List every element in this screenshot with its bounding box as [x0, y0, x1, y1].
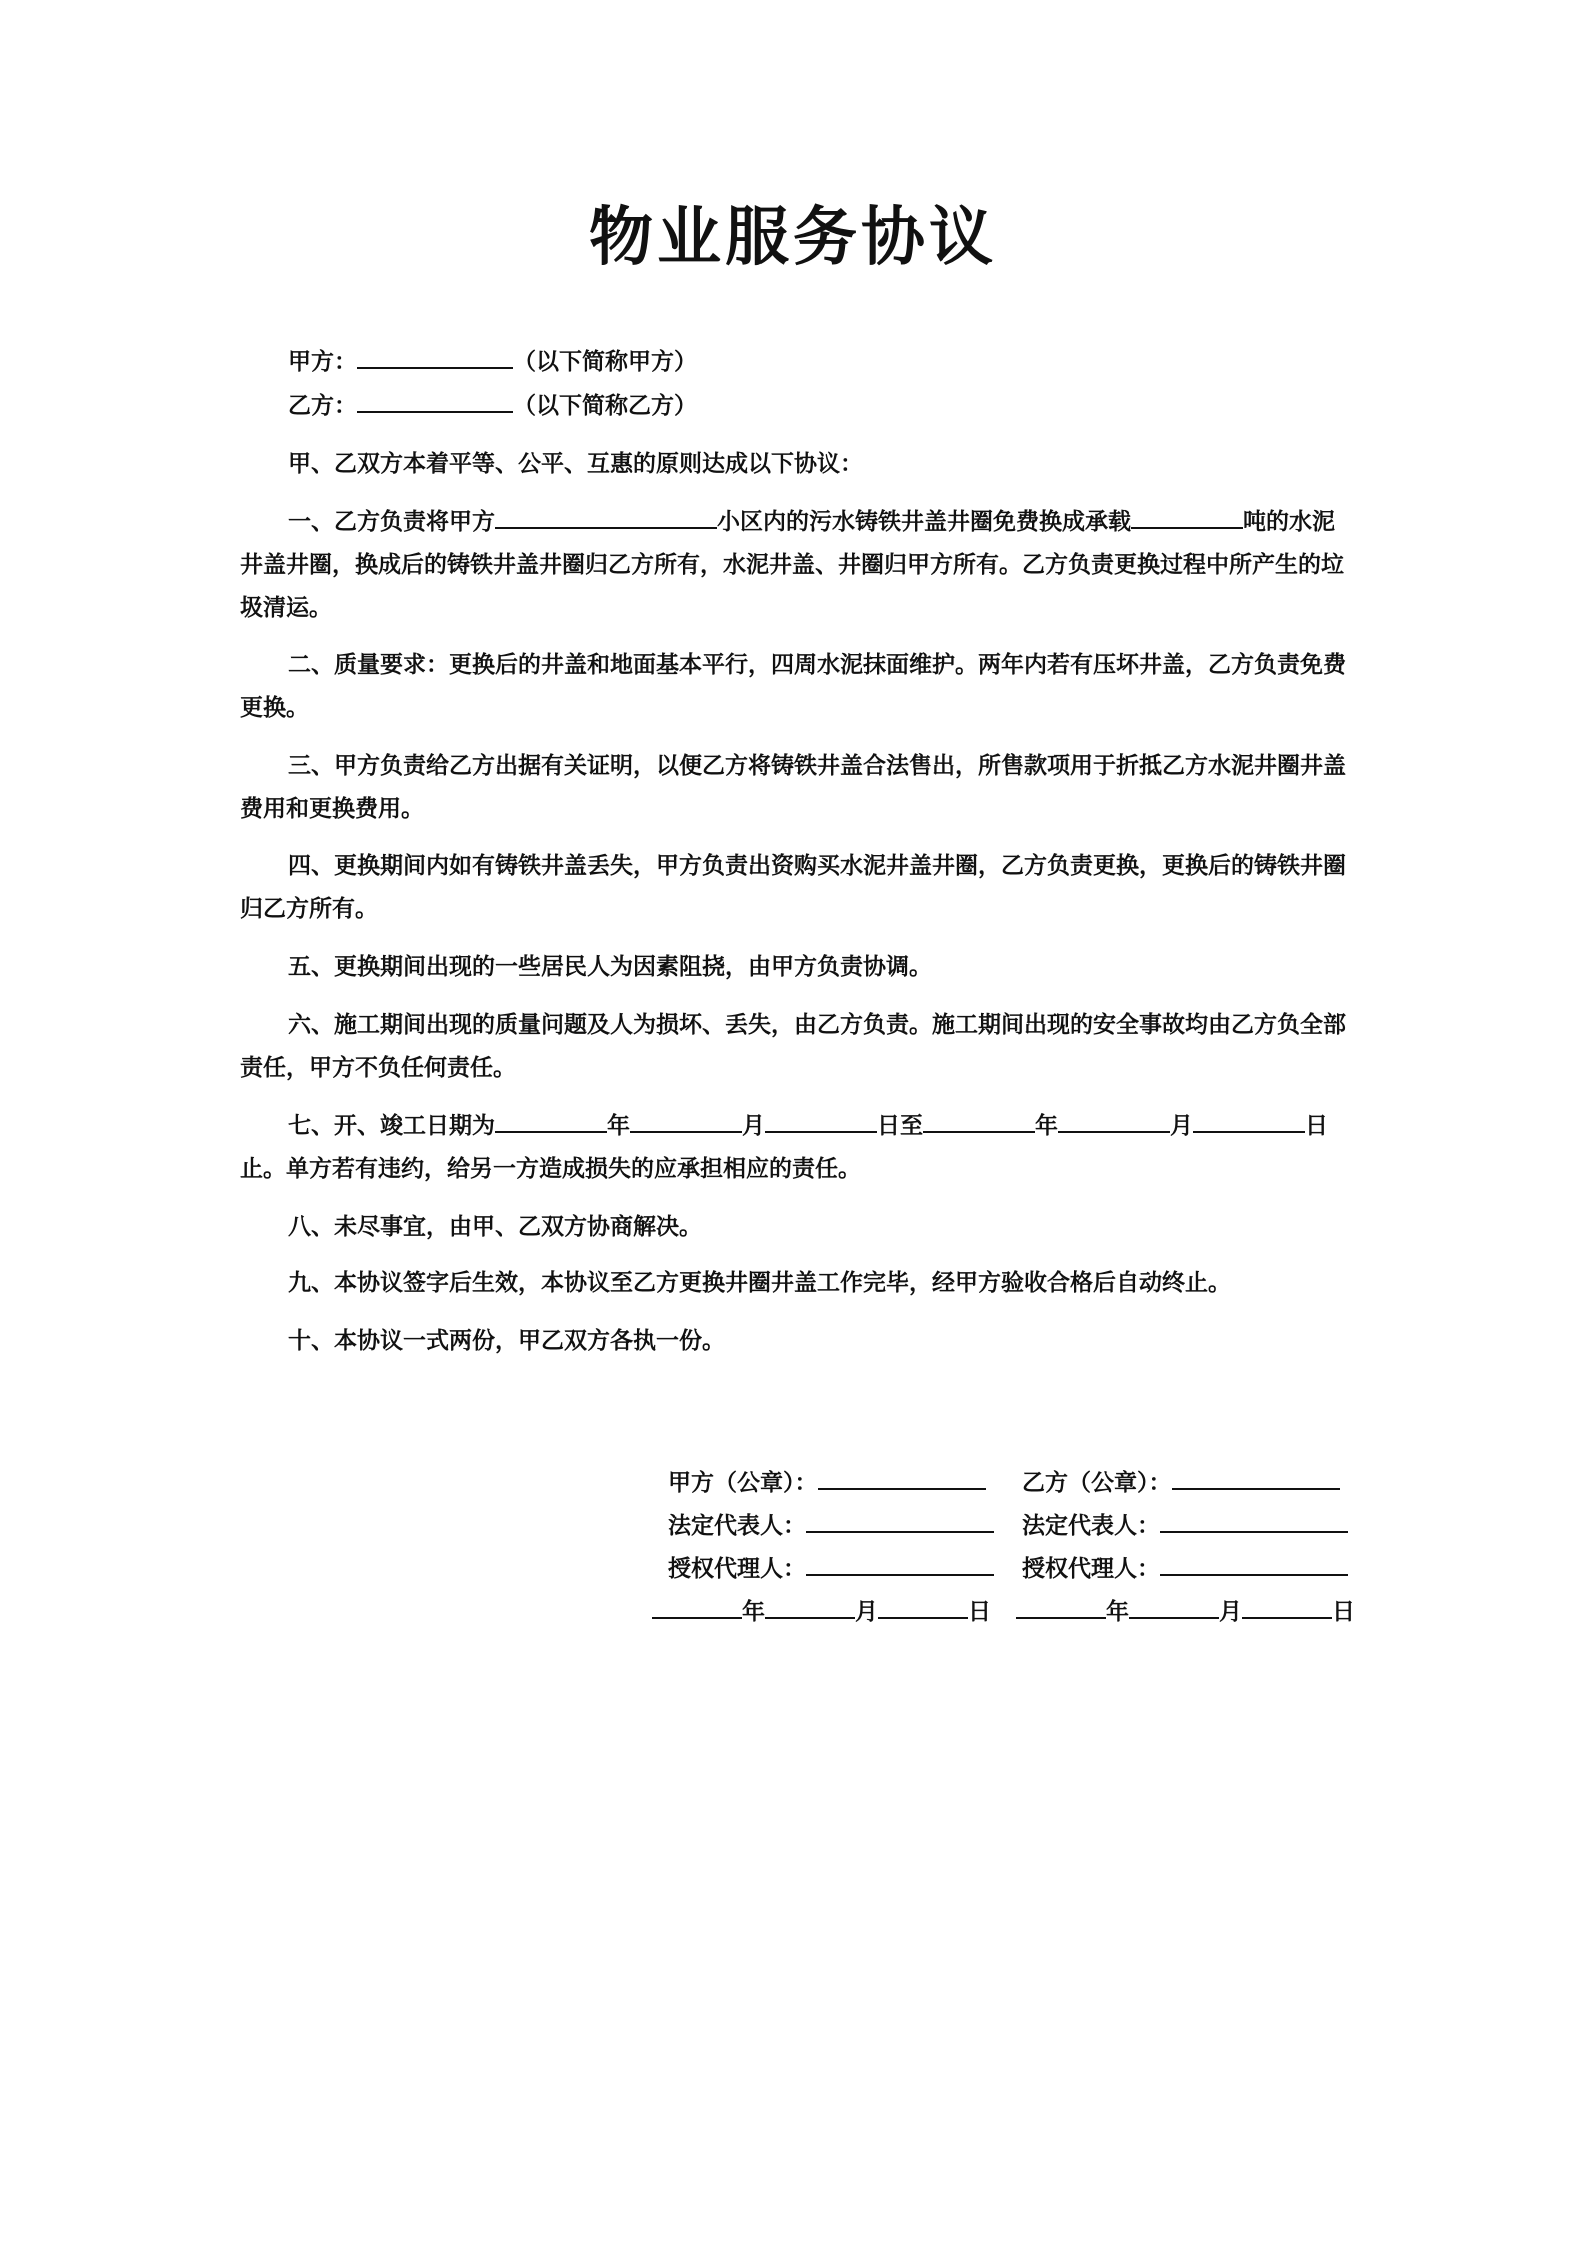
- party-b-agent-label: 授权代理人：: [1022, 1556, 1160, 1582]
- party-a-date-row: [652, 1591, 991, 1634]
- community-name-blank: [495, 501, 717, 529]
- party-b-agent-row: [1022, 1548, 1348, 1591]
- party-a-day-blank: [878, 1591, 968, 1619]
- party-b-day-blank: [1242, 1591, 1332, 1619]
- clause-7-part-a: 七、开、竣工日期为: [288, 1113, 495, 1139]
- party-b-note: （以下简称乙方）: [513, 393, 697, 419]
- clause-1-part-c: 吨的水泥井盖井圈，换成后的铸铁井盖井圈归乙方所有，水泥井盖、井圈归甲方所有。乙方负责更换过程中所产生的垃圾清运。: [240, 509, 1344, 621]
- party-a-day-label: 日: [968, 1599, 991, 1625]
- clause-4: 四、更换期间内如有铸铁井盖丢失，甲方负责出资购买水泥井盖井圈，乙方负责更换，更换后的铸铁井圈归乙方所有。: [240, 853, 1346, 922]
- party-a-legal-rep-label: 法定代表人：: [668, 1513, 806, 1539]
- party-b-seal-blank: [1172, 1462, 1340, 1490]
- party-b-month-blank: [1129, 1591, 1219, 1619]
- clause-1-part-b: 小区内的污水铸铁井盖井圈免费换成承载: [717, 509, 1131, 535]
- end-month-blank: [1058, 1105, 1170, 1133]
- clause-6: 六、施工期间出现的质量问题及人为损坏、丢失，由乙方负责。施工期间出现的安全事故均由乙方负全部责任，甲方不负任何责任。: [240, 1012, 1346, 1081]
- start-day-blank: [765, 1105, 877, 1133]
- party-a-label: 甲方：: [288, 349, 357, 375]
- clause-1-part-a: 一、乙方负责将甲方: [288, 509, 495, 535]
- start-month-blank: [630, 1105, 742, 1133]
- clause-5: 五、更换期间出现的一些居民人为因素阻挠，由甲方负责协调。: [288, 954, 932, 980]
- party-a-year-blank: [652, 1591, 742, 1619]
- end-year-blank: [923, 1105, 1035, 1133]
- intro-text: 甲、乙双方本着平等、公平、互惠的原则达成以下协议：: [288, 451, 863, 477]
- clause-9: 九、本协议签字后生效，本协议至乙方更换井圈井盖工作完毕，经甲方验收合格后自动终止。: [288, 1270, 1231, 1296]
- party-a-agent-row: [668, 1548, 994, 1591]
- end-month-label: 月: [1170, 1113, 1193, 1139]
- party-b-line: [288, 385, 1396, 428]
- load-tons-blank: [1131, 501, 1243, 529]
- party-a-seal-row: [668, 1462, 986, 1505]
- party-a-seal-label: 甲方（公章）：: [668, 1470, 818, 1496]
- end-year-label: 年: [1035, 1113, 1058, 1139]
- party-b-legal-rep-row: [1022, 1505, 1348, 1548]
- party-b-month-label: 月: [1219, 1599, 1242, 1625]
- party-b-seal-row: [1022, 1462, 1340, 1505]
- party-b-label: 乙方：: [288, 393, 357, 419]
- party-b-blank: [357, 385, 513, 413]
- party-b-date-row: [1016, 1591, 1355, 1634]
- document-title: 物业服务协议: [589, 201, 997, 275]
- party-b-legal-rep-label: 法定代表人：: [1022, 1513, 1160, 1539]
- end-day-blank: [1193, 1105, 1305, 1133]
- party-a-note: （以下简称甲方）: [513, 349, 697, 375]
- end-day-label: 日: [1305, 1113, 1328, 1139]
- clause-8: 八、未尽事宜，由甲、乙双方协商解决。: [288, 1214, 702, 1240]
- clause-10: 十、本协议一式两份，甲乙双方各执一份。: [288, 1328, 725, 1354]
- clause-7-part-b: 止。单方若有违约，给另一方造成损失的应承担相应的责任。: [240, 1156, 861, 1182]
- party-a-month-blank: [765, 1591, 855, 1619]
- clause-3: 三、甲方负责给乙方出据有关证明，以便乙方将铸铁井盖合法售出，所售款项用于折抵乙方水泥井圈井盖费用和更换费用。: [240, 753, 1346, 822]
- start-month-label: 月: [742, 1113, 765, 1139]
- party-a-agent-label: 授权代理人：: [668, 1556, 806, 1582]
- clause-2: 二、质量要求：更换后的井盖和地面基本平行，四周水泥抹面维护。两年内若有压坏井盖，乙方负责免费更换。: [240, 652, 1346, 721]
- party-a-month-label: 月: [855, 1599, 878, 1625]
- party-a-legal-rep-blank: [806, 1505, 994, 1533]
- party-a-legal-rep-row: [668, 1505, 994, 1548]
- party-a-seal-blank: [818, 1462, 986, 1490]
- clause-7: [240, 1105, 1348, 1191]
- start-year-label: 年: [607, 1113, 630, 1139]
- party-a-line: [288, 341, 1396, 384]
- party-b-seal-label: 乙方（公章）：: [1022, 1470, 1172, 1496]
- party-b-year-label: 年: [1106, 1599, 1129, 1625]
- start-day-label: 日至: [877, 1113, 923, 1139]
- party-a-year-label: 年: [742, 1599, 765, 1625]
- party-a-agent-blank: [806, 1548, 994, 1576]
- party-b-day-label: 日: [1332, 1599, 1355, 1625]
- start-year-blank: [495, 1105, 607, 1133]
- party-b-legal-rep-blank: [1160, 1505, 1348, 1533]
- clause-1: [240, 501, 1348, 630]
- party-b-year-blank: [1016, 1591, 1106, 1619]
- party-b-agent-blank: [1160, 1548, 1348, 1576]
- party-a-blank: [357, 341, 513, 369]
